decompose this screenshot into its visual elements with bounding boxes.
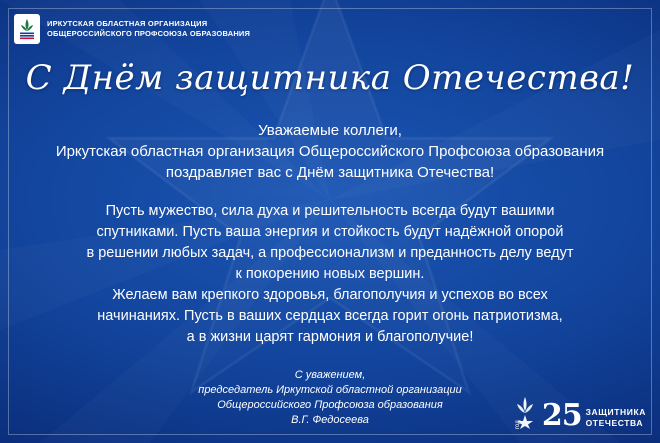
anniversary-words xyxy=(586,407,646,431)
message-line: Пусть мужество, сила духа и решительность всегда будут вашими xyxy=(105,203,555,219)
message-line: начинаниях. Пусть в ваших сердцах всегда горит огонь патриотизма, xyxy=(97,308,563,324)
organization-logo-block xyxy=(14,14,250,44)
message-line: Желаем вам крепкого здоровья, благополучия и успехов во всех xyxy=(112,287,548,303)
signature-line: В.Г. Федосеева xyxy=(291,414,369,426)
message-line: спутниками. Пусть ваша энергия и стойкость будут надёжной опорой xyxy=(96,224,564,240)
signature-line: Общероссийского Профсоюза образования xyxy=(217,399,443,411)
anniversary-number-group xyxy=(514,398,582,433)
card-body xyxy=(0,120,660,428)
greeting-line: поздравляет вас с Днём защитника Отечества! xyxy=(165,164,495,181)
greeting-block xyxy=(0,120,660,183)
signature-line: С уважением, xyxy=(294,369,366,381)
organization-name xyxy=(47,19,250,39)
emblem-glyph-icon xyxy=(17,17,37,41)
anniversary-number: 25 xyxy=(541,398,582,433)
anniversary-word-line2: ОТЕЧЕСТВА xyxy=(585,418,644,428)
organization-name-line2: ОБЩЕРОССИЙСКОГО ПРОФСОЮЗА ОБРАЗОВАНИЯ xyxy=(47,29,251,38)
organization-name-line1: ИРКУТСКАЯ ОБЛАСТНАЯ ОРГАНИЗАЦИЯ xyxy=(47,19,208,28)
message-line: к покорению новых вершин. xyxy=(235,266,425,282)
message-line: а в жизни царят гармония и благополучие! xyxy=(186,329,474,345)
anniversary-year-label: год xyxy=(514,420,521,429)
greeting-line: Иркутская областная организация Общероссийского Профсоюза образования xyxy=(55,143,605,160)
wheat-book-emblem-icon xyxy=(14,14,40,44)
message-line: в решении любых задач, а профессионализм и преданность делу ведут xyxy=(86,245,574,261)
signature-line: председатель Иркутской областной организации xyxy=(198,384,462,396)
anniversary-emblem xyxy=(512,395,646,431)
message-block xyxy=(0,201,660,348)
greeting-line: Уважаемые коллеги, xyxy=(258,122,402,139)
anniversary-word-line1: ЗАЩИТНИКА xyxy=(585,407,646,417)
card-headline: С Днём защитника Отечества! xyxy=(25,58,635,98)
